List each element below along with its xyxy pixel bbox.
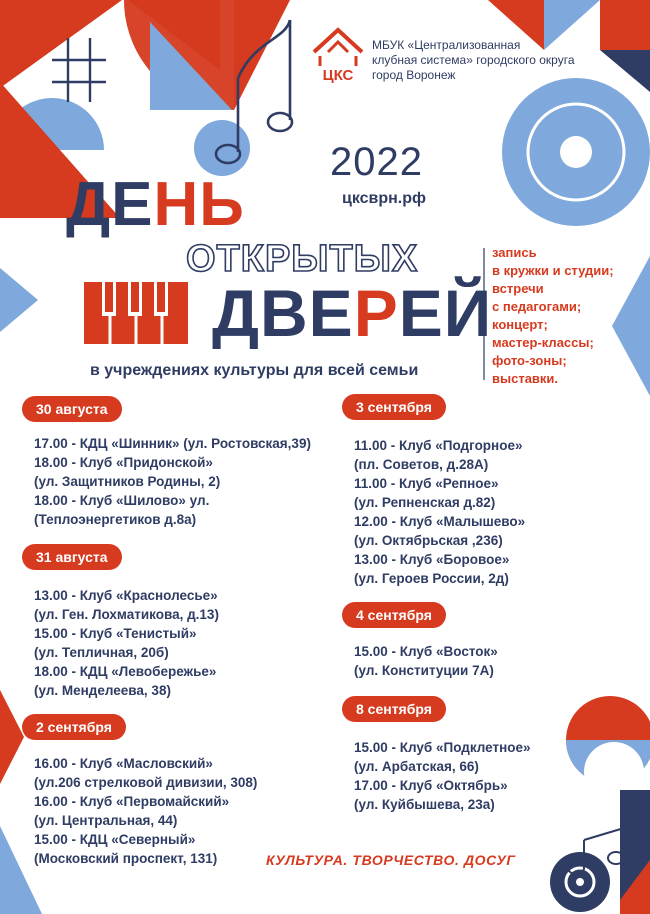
event-block: 16.00 - Клуб «Масловский» (ул.206 стрелковой дивизии, 308) 16.00 - Клуб «Первомайский» (ул. Центральная, 44) 15.00 - КДЦ «Северный» (Московский проспект, 131) [34,756,258,866]
date-badge: 8 сентября [342,696,446,722]
blue-triangle-left-mid [0,268,38,332]
event-block: 15.00 - Клуб «Восток» (ул. Конституции 7А) [354,644,498,678]
activities-list: запись в кружки и студии; встречи с педагогами; концерт; мастер-классы; фото-зоны; выставки. [492,245,614,386]
title-line-2: ОТКРЫТЫХ [186,238,419,280]
date-badge: 2 сентября [22,714,126,740]
bottom-right-shapes [550,696,650,914]
event-block: 11.00 - Клуб «Подгорное» (пл. Советов, д.28А) 11.00 - Клуб «Репное» (ул. Репненская д.82) 12.00 - Клуб «Малышево» (ул. Октябрьская ,236) 13.00 - Клуб «Боровое» (ул. Героев России, 2д) [354,438,526,586]
subtitle: в учреждениях культуры для всей семьи [90,362,419,379]
hash-grid-icon [52,38,106,102]
event-block: 15.00 - Клуб «Подклетное» (ул. Арбатская, 66) 17.00 - Клуб «Октябрь» (ул. Куйбышева, 23а) [354,740,531,812]
date-badge: 3 сентября [342,394,446,420]
date-badge: 4 сентября [342,602,446,628]
year: 2022 [330,140,423,184]
title-line-1: ДЕНЬ [66,170,245,239]
title-line-3: ДВЕРЕЙ [212,276,493,350]
vinyl-record-icon [502,78,650,226]
red-triangle-top-left [0,0,122,88]
logo-text: ЦКС [322,67,354,84]
date-badge: 30 августа [22,396,122,422]
cks-logo [308,22,368,88]
date-badge: 31 августа [22,544,122,570]
organization-name: МБУК «Централизованная клубная система» городского округа город Воронеж [372,38,575,82]
website-link[interactable]: цксврн.рф [342,190,427,207]
blue-circle-notes [194,120,250,176]
event-block: 17.00 - КДЦ «Шинник» (ул. Ростовская,39) 18.00 - Клуб «Придонской» (ул. Защитников Родины, 2) 18.00 - Клуб «Шилово» ул. (Теплоэнергетиков д.8а) [34,436,311,527]
red-triangle-bottom-left [0,690,24,784]
event-block: 13.00 - Клуб «Краснолесье» (ул. Ген. Лохматикова, д.13) 15.00 - Клуб «Тенистый» (ул. Тепличная, 20б) 18.00 - КДЦ «Левобережье» (ул. Менделеева, 38) [34,588,219,698]
piano-keys-icon [84,282,188,344]
slogan: КУЛЬТУРА. ТВОРЧЕСТВО. ДОСУГ [266,852,516,868]
